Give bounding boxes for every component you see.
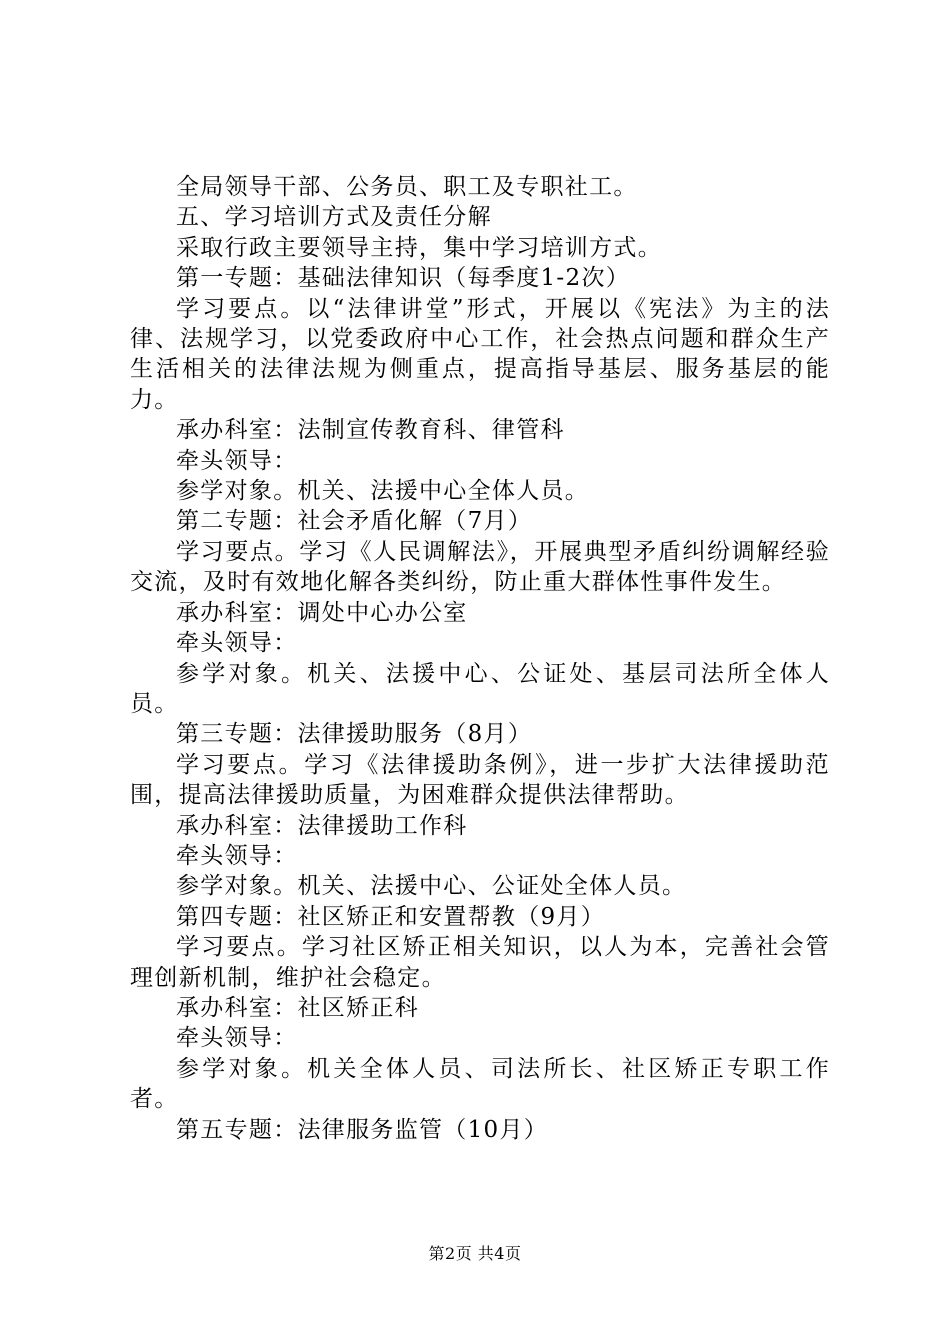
document-body — [130, 172, 830, 1145]
topic-heading: 第四专题：社区矫正和安置帮教（9月） — [176, 903, 606, 930]
paragraph: 参学对象。机关、法援中心、公证处全体人员。 — [176, 873, 687, 900]
paragraph: 承办科室：法律援助工作科 — [176, 812, 468, 839]
paragraph: 学习要点。学习《法律援助条例》，进一步扩大法律援助范围，提高法律援助质量，为困难群众提供法律帮助。 — [130, 751, 830, 809]
paragraph: 学习要点。以“法律讲堂”形式，开展以《宪法》为主的法律、法规学习，以党委政府中心工作，社会热点问题和群众生产生活相关的法律法规为侧重点，提高指导基层、服务基层的能力。 — [130, 295, 830, 413]
paragraph: 承办科室：法制宣传教育科、律管科 — [176, 417, 565, 444]
topic-heading: 第二专题：社会矛盾化解（7月） — [176, 508, 533, 535]
section-heading: 五、学习培训方式及责任分解 — [176, 204, 492, 231]
paragraph: 牵头领导： — [176, 842, 298, 869]
paragraph: 参学对象。机关、法援中心全体人员。 — [176, 478, 590, 505]
paragraph: 全局领导干部、公务员、职工及专职社工。 — [176, 174, 638, 200]
page-footer: 第2页 共4页 — [428, 1244, 522, 1263]
topic-heading: 第三专题：法律援助服务（8月） — [176, 721, 533, 748]
paragraph: 参学对象。机关全体人员、司法所长、社区矫正专职工作者。 — [130, 1055, 830, 1113]
topic-heading: 第五专题：法律服务监管（10月） — [176, 1116, 549, 1143]
paragraph: 承办科室：社区矫正科 — [176, 994, 419, 1021]
paragraph: 采取行政主要领导主持，集中学习培训方式。 — [176, 234, 662, 261]
paragraph: 承办科室：调处中心办公室 — [176, 599, 468, 626]
paragraph: 学习要点。学习《人民调解法》，开展典型矛盾纠纷调解经验交流，及时有效地化解各类纠纷，防止重大群体性事件发生。 — [130, 538, 830, 596]
topic-heading: 第一专题：基础法律知识（每季度1-2次） — [176, 265, 631, 292]
paragraph: 参学对象。机关、法援中心、公证处、基层司法所全体人员。 — [130, 660, 830, 717]
paragraph: 学习要点。学习社区矫正相关知识，以人为本，完善社会管理创新机制，维护社会稳定。 — [130, 934, 830, 991]
paragraph: 牵头领导： — [176, 447, 298, 474]
paragraph: 牵头领导： — [176, 1025, 298, 1052]
paragraph: 牵头领导： — [176, 630, 298, 657]
